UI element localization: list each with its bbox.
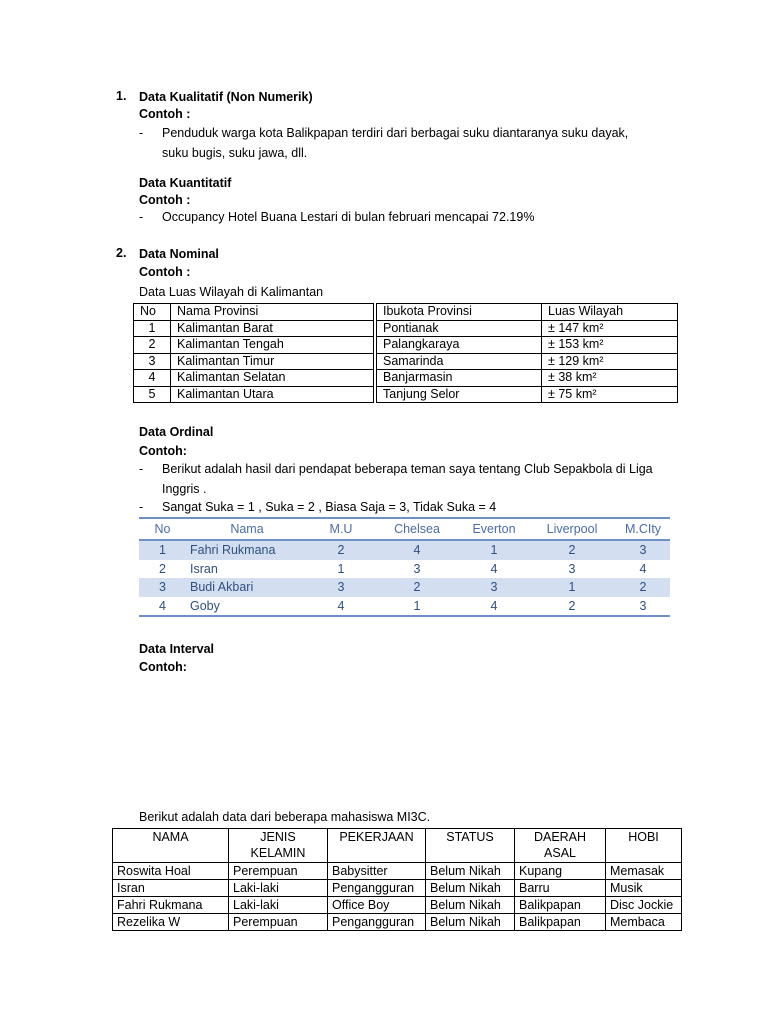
header-cell: M.U: [308, 518, 374, 540]
header-cell: Liverpool: [528, 518, 616, 540]
header-cell: No: [134, 304, 171, 321]
cell: ± 147 km²: [542, 320, 678, 337]
cell: Roswita Hoal: [113, 863, 229, 880]
cell: Budi Akbari: [186, 578, 308, 597]
table-header-row: [113, 829, 682, 863]
bullet: -: [139, 126, 144, 140]
cell: 4: [139, 597, 186, 617]
cell: Kalimantan Barat: [171, 320, 374, 337]
cell: Balikpapan: [515, 914, 606, 931]
header-cell: Luas Wilayah: [542, 304, 678, 321]
cell: 1: [139, 540, 186, 560]
cell: Belum Nikah: [426, 897, 515, 914]
cell: 4: [490, 561, 498, 576]
cell: 2: [159, 561, 166, 576]
subsection-title-kuantitatif: Data Kuantitatif: [139, 176, 232, 190]
table-row: [139, 560, 670, 579]
table-row: [134, 386, 678, 403]
paragraph-line: Inggris .: [162, 482, 207, 496]
subsection-title-ordinal: Data Ordinal: [139, 425, 214, 439]
cell: Fahri Rukmana: [186, 540, 308, 560]
paragraph-line: Sangat Suka = 1 , Suka = 2 , Biasa Saja = 3, Tidak Suka = 4: [162, 500, 497, 514]
cell: Kupang: [515, 863, 606, 880]
cell: 1: [374, 597, 460, 617]
cell: 2: [374, 578, 460, 597]
table-header-row: [134, 304, 678, 321]
cell: Balikpapan: [515, 897, 606, 914]
contoh-label: Contoh:: [139, 444, 187, 458]
table-caption: Berikut adalah data dari beberapa mahasiswa MI3C.: [139, 810, 431, 824]
cell: Pengangguran: [328, 914, 426, 931]
cell: 4: [460, 597, 528, 617]
mahasiswa-table: [112, 828, 682, 931]
cell: Barru: [515, 880, 606, 897]
contoh-label: Contoh :: [139, 107, 191, 121]
cell: Disc Jockie: [606, 897, 682, 914]
cell: Rezelika W: [113, 914, 229, 931]
cell: ± 153 km²: [542, 337, 678, 354]
cell: 4: [308, 597, 374, 617]
section-number-2: 2.: [116, 246, 127, 260]
paragraph-line: Occupancy Hotel Buana Lestari di bulan februari mencapai 72.19%: [162, 210, 535, 224]
cell: Kalimantan Selatan: [171, 370, 374, 387]
table-row: [139, 540, 670, 560]
contoh-label: Contoh:: [139, 660, 187, 674]
cell: Goby: [186, 597, 308, 617]
cell: 3: [134, 353, 171, 370]
header-cell: Chelsea: [374, 518, 460, 540]
cell: 3: [460, 578, 528, 597]
cell: Perempuan: [229, 914, 328, 931]
cell: 3: [139, 578, 186, 597]
cell: Kalimantan Tengah: [171, 337, 374, 354]
cell: Memasak: [606, 863, 682, 880]
header-cell: Ibukota Provinsi: [377, 304, 542, 321]
bullet: -: [139, 500, 144, 514]
table-row: [134, 337, 678, 354]
cell: Pontianak: [377, 320, 542, 337]
cell: Belum Nikah: [426, 914, 515, 931]
subsection-title-interval: Data Interval: [139, 642, 215, 656]
contoh-label: Contoh :: [139, 265, 191, 279]
cell: Musik: [606, 880, 682, 897]
header-cell: Nama Provinsi: [171, 304, 374, 321]
header-cell: NAMA: [113, 829, 229, 863]
header-cell: DAERAH ASAL: [515, 829, 606, 863]
paragraph-line: Penduduk warga kota Balikpapan terdiri dari berbagai suku diantaranya suku dayak,: [162, 126, 629, 140]
cell: 5: [134, 386, 171, 403]
table-row: [134, 370, 678, 387]
cell: 1: [337, 561, 345, 576]
club-preference-table: [139, 517, 670, 617]
cell: Samarinda: [377, 353, 542, 370]
cell: 2: [134, 337, 171, 354]
table-row: [113, 880, 682, 897]
table-row: [139, 597, 670, 617]
section-title-kualitatif: Data Kualitatif (Non Numerik): [139, 90, 313, 104]
cell: Belum Nikah: [426, 863, 515, 880]
cell: Belum Nikah: [426, 880, 515, 897]
cell: Kalimantan Timur: [171, 353, 374, 370]
header-cell: HOBI: [606, 829, 682, 863]
bullet: -: [139, 210, 144, 224]
header-cell: No: [139, 518, 186, 540]
cell: Isran: [190, 561, 218, 576]
cell: 4: [134, 370, 171, 387]
cell: Palangkaraya: [377, 337, 542, 354]
bullet: -: [139, 462, 144, 476]
paragraph-line: suku bugis, suku jawa, dll.: [162, 146, 308, 160]
header-cell: Nama: [186, 518, 308, 540]
cell: 3: [568, 561, 576, 576]
cell: Kalimantan Utara: [171, 386, 374, 403]
cell: Fahri Rukmana: [113, 897, 229, 914]
header-cell: M.CIty: [616, 518, 670, 540]
cell: 3: [308, 578, 374, 597]
cell: 4: [639, 561, 647, 576]
cell: Babysitter: [328, 863, 426, 880]
section-number-1: 1.: [116, 89, 127, 103]
cell: Tanjung Selor: [377, 386, 542, 403]
cell: 3: [616, 597, 670, 617]
cell: 3: [616, 540, 670, 560]
table-caption: Data Luas Wilayah di Kalimantan: [139, 285, 324, 299]
cell: Office Boy: [328, 897, 426, 914]
cell: 3: [413, 561, 421, 576]
cell: Pengangguran: [328, 880, 426, 897]
cell: 2: [528, 540, 616, 560]
header-cell: JENIS KELAMIN: [229, 829, 328, 863]
table-row: [139, 578, 670, 597]
cell: 2: [308, 540, 374, 560]
cell: ± 38 km²: [542, 370, 678, 387]
cell: Perempuan: [229, 863, 328, 880]
header-cell: STATUS: [426, 829, 515, 863]
cell: ± 129 km²: [542, 353, 678, 370]
table-row: [113, 897, 682, 914]
table-row: [134, 353, 678, 370]
table-header-row: [139, 518, 670, 540]
cell: Banjarmasin: [377, 370, 542, 387]
cell: ± 75 km²: [542, 386, 678, 403]
luas-wilayah-table: [133, 303, 678, 403]
cell: Membaca: [606, 914, 682, 931]
paragraph-line: Berikut adalah hasil dari pendapat beberapa teman saya tentang Club Sepakbola di Liga: [162, 462, 653, 476]
table-row: [113, 863, 682, 880]
table-row: [134, 320, 678, 337]
table-row: [113, 914, 682, 931]
section-title-nominal: Data Nominal: [139, 247, 219, 261]
cell: 4: [374, 540, 460, 560]
cell: 1: [460, 540, 528, 560]
header-cell: Everton: [460, 518, 528, 540]
cell: 1: [528, 578, 616, 597]
contoh-label: Contoh :: [139, 193, 191, 207]
cell: 2: [616, 578, 670, 597]
cell: Laki-laki: [229, 897, 328, 914]
header-cell: PEKERJAAN: [328, 829, 426, 863]
cell: Laki-laki: [229, 880, 328, 897]
cell: Isran: [113, 880, 229, 897]
cell: 2: [528, 597, 616, 617]
cell: 1: [134, 320, 171, 337]
